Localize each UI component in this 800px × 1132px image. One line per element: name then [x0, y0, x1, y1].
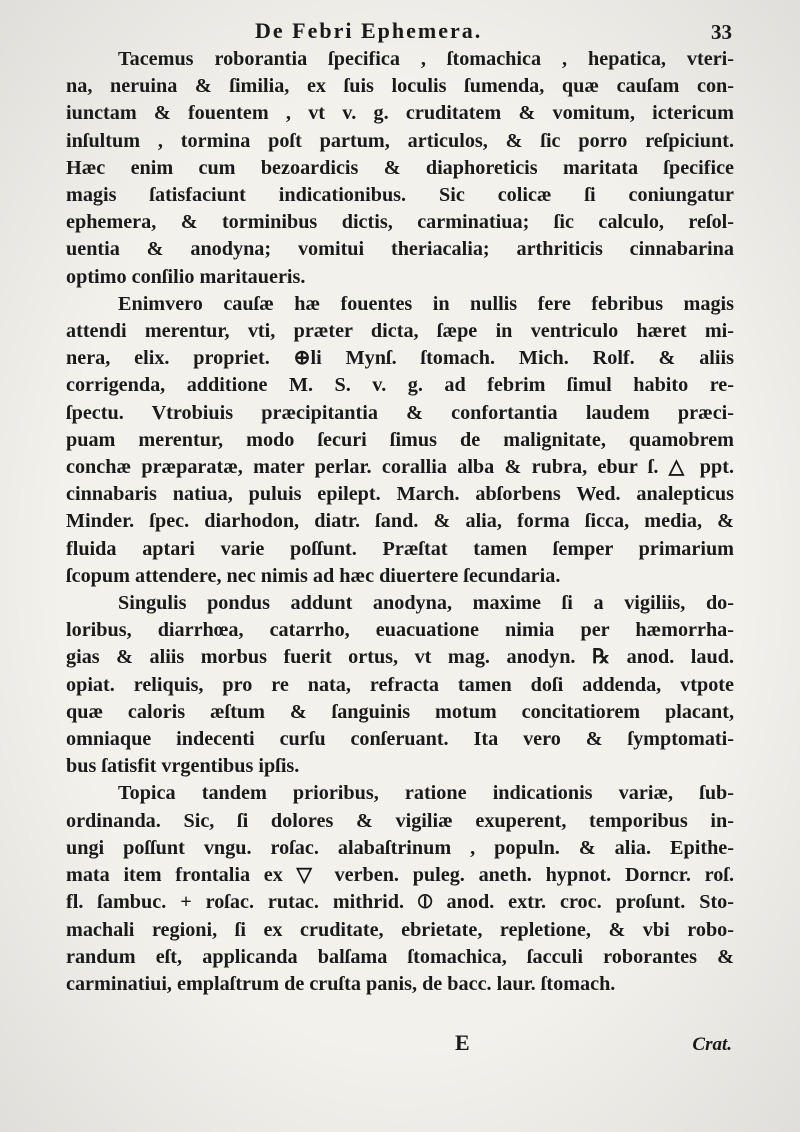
text-line: fl. ſambuc. + roſac. rutac. mithrid. ⦶ anod. extr. croc. proſunt. Sto-	[66, 891, 734, 914]
text-line: na, neruina & ſimilia, ex ſuis loculis ſumenda, quæ cauſam con-	[66, 75, 734, 98]
paragraph	[66, 780, 734, 998]
text-line: corrigenda, additione M. S. v. g. ad febrim ſimul habito re-	[66, 374, 734, 397]
text-line: omniaque indecenti curſu conſeruant. Ita vero & ſymptomati-	[66, 728, 734, 751]
text-line: magis ſatisfaciunt indicationibus. Sic colicæ ſi coniungatur	[66, 184, 734, 207]
text-line: mata item frontalia ex ▽ verben. puleg. aneth. hypnot. Dorncr. roſ.	[66, 864, 734, 887]
text-line: Tacemus roborantia ſpecifica , ſtomachica , hepatica, vteri-	[118, 48, 734, 70]
text-line: Topica tandem prioribus, ratione indicationis variæ, ſub-	[118, 782, 734, 805]
paragraph	[66, 46, 734, 291]
text-line: conchæ præparatæ, mater perlar. corallia alba & rubra, ebur ſ. △ ppt.	[66, 456, 734, 479]
text-line: Hæc enim cum bezoardicis & diaphoreticis maritata ſpecifice	[66, 156, 734, 179]
page-footer	[0, 1026, 800, 1066]
page-number: 33	[711, 20, 732, 44]
text-line: ungi poſſunt vngu. roſac. alabaſtrinum , populn. & alia. Epithe-	[66, 836, 734, 859]
paragraph	[66, 291, 734, 590]
text-line: ſcopum attendere, nec nimis ad hæc diuertere ſecundaria.	[66, 564, 561, 587]
text-line: fluida aptari varie poſſunt. Præſtat tamen ſemper primarium	[66, 537, 734, 560]
text-line: attendi merentur, vti, præter dicta, ſæpe in ventriculo hæret mi-	[66, 320, 734, 343]
text-line: carminatiui, emplaſtrum de cruſta panis, de bacc. laur. ſtomach.	[66, 972, 616, 995]
running-title: De Febri Ephemera.	[255, 18, 483, 43]
text-line: cinnabaris natiua, puluis epilept. March. abſorbens Wed. analepticus	[66, 483, 734, 506]
text-line: bus ſatisfit vrgentibus ipſis.	[66, 755, 300, 778]
text-line: Minder. ſpec. diarhodon, diatr. ſand. & alia, forma ſicca, media, &	[66, 510, 734, 533]
text-line: ſpectu. Vtrobiuis præcipitantia & confortantia laudem præci-	[66, 401, 734, 424]
body-text	[66, 46, 734, 998]
text-line: quæ caloris æſtum & ſanguinis motum concitatiorem placant,	[66, 700, 734, 723]
text-line: Singulis pondus addunt anodyna, maxime ſi a vigiliis, do-	[118, 592, 734, 615]
text-line: inſultum , tormina poſt partum, articulos, & ſic porro reſpiciunt.	[66, 129, 734, 152]
text-line: machali regioni, ſi ex cruditate, ebrietate, repletione, & vbi robo-	[66, 918, 734, 941]
catchword: Crat.	[692, 1034, 732, 1055]
running-head	[0, 14, 800, 44]
text-line: loribus, diarrhœa, catarrho, euacuatione nimia per hæmorrha-	[66, 619, 734, 642]
paragraph	[66, 590, 734, 780]
text-line: gias & aliis morbus fuerit ortus, vt mag. anodyn. ℞ anod. laud.	[66, 646, 734, 669]
text-line: opiat. reliquis, pro re nata, refracta tamen doſi addenda, vtpote	[66, 673, 734, 696]
text-line: optimo conſilio maritaueris.	[66, 265, 306, 288]
signature-mark: E	[455, 1030, 470, 1055]
text-line: uentia & anodyna; vomitui theriacalia; arthriticis cinnabarina	[66, 238, 734, 261]
text-line: nera, elix. propriet. ⊕li Mynſ. ſtomach. Mich. Rolf. & aliis	[66, 347, 734, 370]
text-line: ephemera, & torminibus dictis, carminatiua; ſic calculo, reſol-	[66, 211, 734, 234]
text-line: Enimvero cauſæ hæ fouentes in nullis fere febribus magis	[118, 292, 734, 315]
text-line: puam merentur, modo ſecuri ſimus de malignitate, quamobrem	[66, 428, 734, 451]
text-line: randum eſt, applicanda balſama ſtomachica, ſacculi roborantes &	[66, 945, 734, 968]
text-line: ordinanda. Sic, ſi dolores & vigiliæ exuperent, temporibus in-	[66, 809, 734, 832]
text-line: iunctam & fouentem , vt v. g. cruditatem & vomitum, ictericum	[66, 102, 734, 125]
